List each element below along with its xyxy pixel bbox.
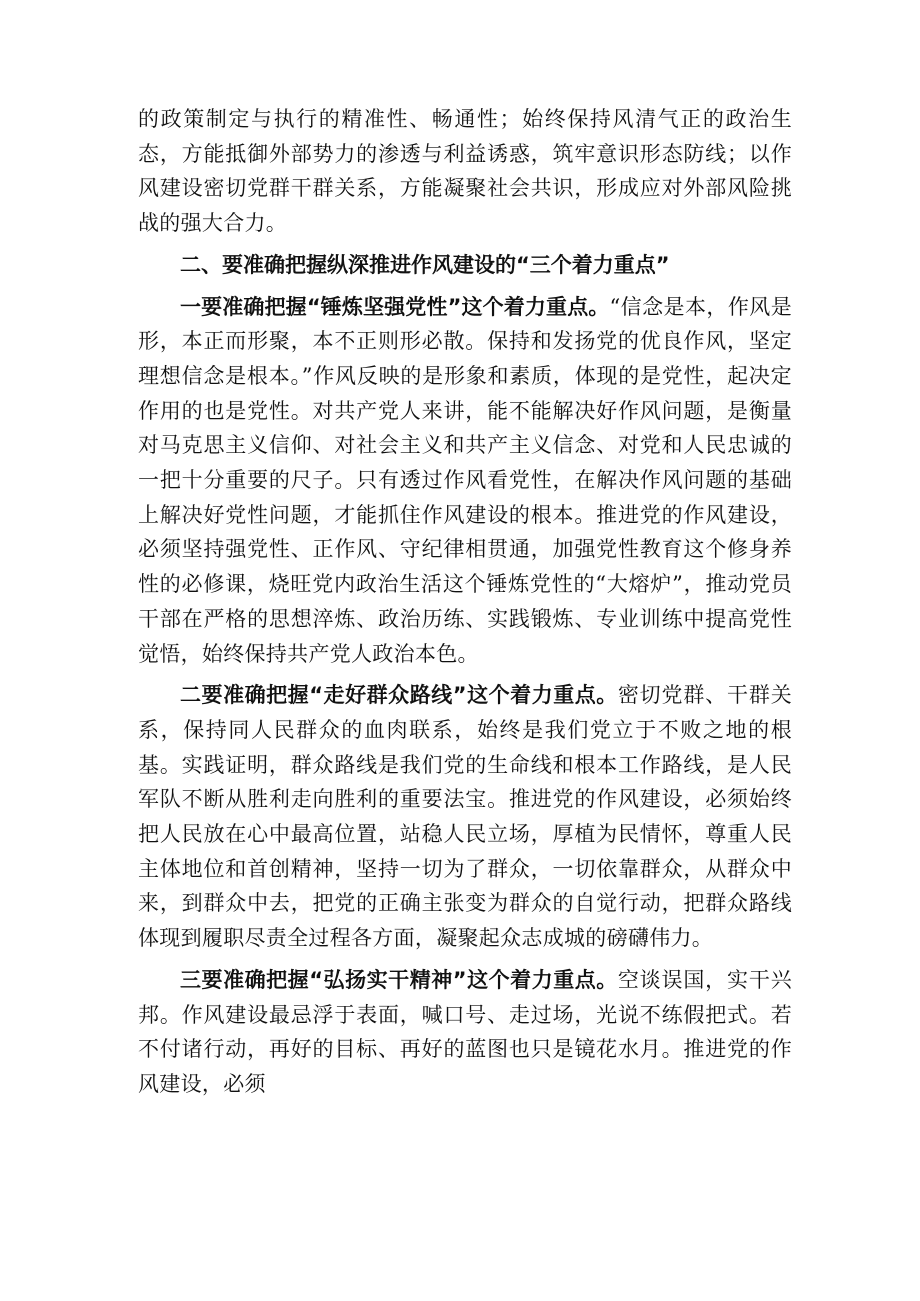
intro-paragraph: 的政策制定与执行的精准性、畅通性；始终保持风清气正的政治生态，方能抵御外部势力的渗透与利益诱惑，筑牢意识形态防线；以作风建设密切党群干群关系，方能凝聚社会共识，形成应对外部风险挑战的强大合力。 <box>138 107 792 236</box>
point3-paragraph <box>138 963 792 1102</box>
point1-lead: 一要准确把握“锤炼坚强党性”这个着力重点。 <box>180 294 610 319</box>
point1-paragraph <box>138 290 792 672</box>
point1-body: “信念是本，作风是形，本正而形聚，本不正则形必散。保持和发扬党的优良作风，坚定理想信念是根本。”作风反映的是形象和素质，体现的是党性，起决定作用的也是党性。对共产党人来讲，能不能解决好作风问题，是衡量对马克思主义信仰、对社会主义和共产主义信念、对党和人民忠诚的一把十分重要的尺子。只有透过作风看党性，在解决作风问题的基础上解决好党性问题，才能抓住作风建设的根本。推进党的作风建设，必须坚持强党性、正作风、守纪律相贯通，加强党性教育这个修身养性的必修课，烧旺党内政治生活这个锤炼党性的“大熔炉”，推动党员干部在严格的思想淬炼、政治历练、实践锻炼、专业训练中提高党性觉悟，始终保持共产党人政治本色。 <box>138 294 792 666</box>
point2-body: 密切党群、干群关系，保持同人民群众的血肉联系，始终是我们党立于不败之地的根基。实践证明，群众路线是我们党的生命线和根本工作路线，是人民军队不断从胜利走向胜利的重要法宝。推进党的作风建设，必须始终把人民放在心中最高位置，站稳人民立场，厚植为民情怀，尊重人民主体地位和首创精神，坚持一切为了群众，一切依靠群众，从群众中来，到群众中去，把党的正确主张变为群众的自觉行动，把群众路线体现到履职尽责全过程各方面，凝聚起众志成城的磅礴伟力。 <box>138 683 792 951</box>
point3-body: 空谈误国，实干兴邦。作风建设最忌浮于表面，喊口号、走过场，光说不练假把式。若不付诸行动，再好的目标、再好的蓝图也只是镜花水月。推进党的作风建设，必须 <box>138 967 792 1096</box>
point2-lead: 二要准确把握“走好群众路线”这个着力重点。 <box>180 683 618 708</box>
section-heading: 二、要准确把握纵深推进作风建设的“三个着力重点” <box>180 252 670 277</box>
document-page <box>138 102 792 1102</box>
point2-paragraph <box>138 678 792 956</box>
point3-lead: 三要准确把握“弘扬实干精神”这个着力重点。 <box>180 967 618 992</box>
